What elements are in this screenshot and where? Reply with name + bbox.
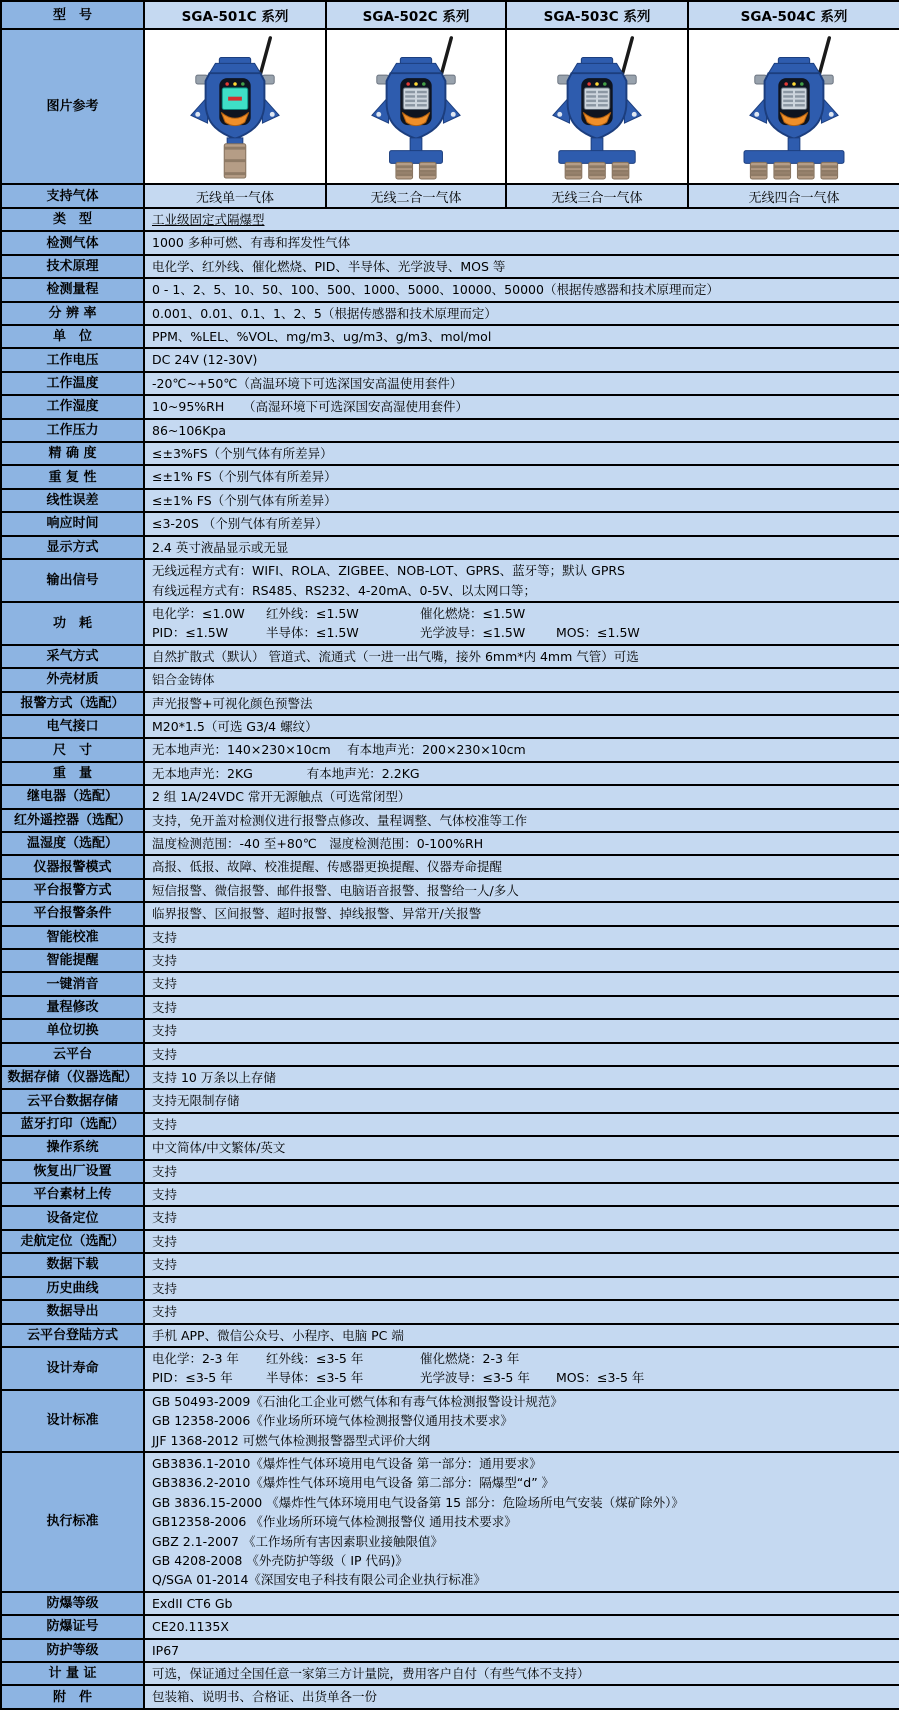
spec-row-value — [144, 996, 899, 1019]
spec-row-label: 工作压力 — [1, 419, 144, 442]
model-name-sga-504c: SGA-504C 系列 — [688, 1, 899, 29]
spec-row — [1, 1136, 899, 1159]
spec-value-line: 无本地声光：140×230×10cm 有本地声光：200×230×10cm — [152, 742, 526, 758]
spec-value-line: GB 3836.15-2000 《爆炸性气体环境用电气设备第 15 部分：危险场所电气安装（煤矿除外）》 — [152, 1494, 684, 1510]
spec-value-line: PPM、%LEL、%VOL、mg/m3、ug/m3、g/m3、mol/mol — [152, 329, 492, 345]
spec-row-value — [144, 512, 899, 535]
product-image-sga-503c — [506, 29, 688, 184]
spec-row — [1, 512, 899, 535]
spec-row — [1, 879, 899, 902]
spec-value-line — [152, 604, 892, 623]
spec-value-line: CE20.1135X — [152, 1619, 229, 1635]
spec-row-value — [144, 1206, 899, 1229]
spec-row-value — [144, 692, 899, 715]
spec-row — [1, 972, 899, 995]
spec-value-line: GB 4208-2008 《外壳防护等级（ IP 代码)》 — [152, 1552, 408, 1568]
spec-value-line: M20*1.5（可选 G3/4 螺纹） — [152, 718, 318, 734]
spec-value-line: 支持 — [152, 1187, 178, 1203]
spec-row — [1, 419, 899, 442]
model-header-label: 型 号 — [1, 1, 144, 29]
spec-row-value — [144, 785, 899, 808]
spec-value-segment: 红外线：≤3-5 年 — [266, 1350, 364, 1366]
spec-row-label: 重 复 性 — [1, 465, 144, 488]
spec-row-label: 电气接口 — [1, 715, 144, 738]
spec-value-line: 支持无限制存储 — [152, 1093, 240, 1109]
spec-value-line: 支持 — [152, 1257, 178, 1273]
spec-value-line[interactable]: 工业级固定式隔爆型 — [152, 212, 265, 227]
image-row-label: 图片参考 — [1, 29, 144, 184]
model-name-sga-502c: SGA-502C 系列 — [326, 1, 506, 29]
spec-row-label: 云平台数据存储 — [1, 1089, 144, 1112]
spec-row — [1, 536, 899, 559]
spec-row-label: 恢复出厂设置 — [1, 1160, 144, 1183]
spec-row-label: 执行标准 — [1, 1452, 144, 1592]
spec-row-label: 采气方式 — [1, 645, 144, 668]
spec-row — [1, 1452, 899, 1592]
spec-row-label: 输出信号 — [1, 559, 144, 602]
spec-value-line: ≤±3%FS（个别气体有所差异） — [152, 446, 333, 462]
spec-value-line: 0.001、0.01、0.1、1、2、5（根据传感器和技术原理而定） — [152, 305, 497, 321]
spec-row-label: 防爆证号 — [1, 1615, 144, 1638]
spec-value-line: 包装箱、说明书、合格证、出货单各一份 — [152, 1689, 378, 1705]
spec-row-value — [144, 1253, 899, 1276]
spec-row — [1, 1300, 899, 1323]
spec-row-value — [144, 465, 899, 488]
product-image-sga-502c — [326, 29, 506, 184]
spec-value-line: ≤±1% FS（个别气体有所差异） — [152, 469, 337, 485]
spec-row-value — [144, 1452, 899, 1592]
product-image-row — [1, 29, 899, 184]
spec-row-label: 类 型 — [1, 208, 144, 231]
spec-value-segment: 半导体：≤1.5W — [266, 625, 359, 641]
spec-value-line: 中文简体/中文繁体/英文 — [152, 1140, 286, 1156]
spec-value-segment: 催化燃烧：2-3 年 — [420, 1350, 520, 1366]
spec-row-value — [144, 395, 899, 418]
spec-row-label: 功 耗 — [1, 602, 144, 645]
spec-row-label: 智能提醒 — [1, 949, 144, 972]
spec-row-label: 分 辨 率 — [1, 302, 144, 325]
spec-value-segment: 光学波导：≤1.5W — [420, 625, 526, 641]
spec-row-label: 计 量 证 — [1, 1662, 144, 1685]
spec-row — [1, 1206, 899, 1229]
spec-value-line: 支持 — [152, 976, 178, 992]
spec-row — [1, 1043, 899, 1066]
spec-row-value — [144, 738, 899, 761]
spec-value-line: 2 组 1A/24VDC 常开无源触点（可选常闭型） — [152, 789, 411, 805]
spec-value-line: JJF 1368-2012 可燃气体检测报警器型式评价大纲 — [152, 1432, 431, 1448]
spec-value-segment: 催化燃烧：≤1.5W — [420, 605, 526, 621]
spec-row — [1, 465, 899, 488]
spec-row-label: 外壳材质 — [1, 668, 144, 691]
spec-row-value — [144, 1662, 899, 1685]
spec-value-line: 支持 — [152, 1116, 178, 1132]
spec-value-line: GBZ 2.1-2007 《工作场所有害因素职业接触限值》 — [152, 1533, 443, 1549]
spec-row — [1, 1685, 899, 1708]
spec-row-value — [144, 668, 899, 691]
spec-value-line: 86~106Kpa — [152, 422, 227, 438]
spec-value-segment: 半导体：≤3-5 年 — [266, 1370, 364, 1386]
spec-row — [1, 348, 899, 371]
gas-detector-illustration — [514, 32, 680, 181]
spec-row — [1, 715, 899, 738]
spec-row — [1, 762, 899, 785]
spec-value-line — [152, 1368, 892, 1387]
spec-row-value — [144, 536, 899, 559]
spec-row-value — [144, 1347, 899, 1390]
spec-row-label: 平台报警条件 — [1, 902, 144, 925]
spec-row-value — [144, 348, 899, 371]
spec-row-label: 单位切换 — [1, 1019, 144, 1042]
spec-value-line: GB 12358-2006《作业场所环境气体检测报警仪通用技术要求》 — [152, 1413, 513, 1429]
spec-row — [1, 559, 899, 602]
spec-row-label: 一键消音 — [1, 972, 144, 995]
spec-value-line: 自然扩散式（默认） 管道式、流通式（一进一出气嘴，接外 6mm*内 4mm 气管）可选 — [152, 648, 639, 664]
spec-row — [1, 1113, 899, 1136]
spec-value-line: 电化学、红外线、催化燃烧、PID、半导体、光学波导、MOS 等 — [152, 258, 506, 274]
spec-row-label: 走航定位（选配） — [1, 1230, 144, 1253]
spec-row-value — [144, 602, 899, 645]
spec-row-label: 报警方式（选配） — [1, 692, 144, 715]
spec-row-value — [144, 1183, 899, 1206]
spec-row-label: 工作湿度 — [1, 395, 144, 418]
spec-value-line: 铝合金铸体 — [152, 672, 215, 688]
spec-row — [1, 325, 899, 348]
spec-value-line: GB3836.1-2010《爆炸性气体环境用电气设备 第一部分：通用要求》 — [152, 1455, 542, 1471]
spec-value-line: GB 50493-2009《石油化工企业可燃气体和有毒气体检测报警设计规范》 — [152, 1393, 563, 1409]
spec-row — [1, 442, 899, 465]
supported-gas-label: 支持气体 — [1, 184, 144, 208]
supported-gas-sga-504c: 无线四合一气体 — [688, 184, 899, 208]
supported-gas-sga-503c: 无线三合一气体 — [506, 184, 688, 208]
spec-row-label: 红外遥控器（选配） — [1, 809, 144, 832]
spec-value-line: 0 - 1、2、5、10、50、100、500、1000、5000、10000、50000（根据传感器和技术原理而定） — [152, 282, 719, 298]
spec-row-label: 防爆等级 — [1, 1592, 144, 1615]
spec-row-label: 历史曲线 — [1, 1277, 144, 1300]
spec-row — [1, 1347, 899, 1390]
spec-row-value — [144, 442, 899, 465]
spec-value-line: 短信报警、微信报警、邮件报警、电脑语音报警、报警给一人/多人 — [152, 882, 519, 898]
spec-value-line: GB12358-2006 《作业场所环境气体检测报警仪 通用技术要求》 — [152, 1514, 517, 1530]
spec-value-line: 支持 — [152, 1304, 178, 1320]
spec-row-value — [144, 1160, 899, 1183]
spec-row-label: 防护等级 — [1, 1639, 144, 1662]
spec-row-value — [144, 949, 899, 972]
spec-row-value — [144, 1113, 899, 1136]
spec-row-label: 精 确 度 — [1, 442, 144, 465]
spec-row-label: 仪器报警模式 — [1, 855, 144, 878]
spec-row — [1, 692, 899, 715]
spec-value-line — [152, 623, 892, 642]
spec-row-label: 单 位 — [1, 325, 144, 348]
spec-row-label: 技术原理 — [1, 255, 144, 278]
spec-row-label: 尺 寸 — [1, 738, 144, 761]
spec-row — [1, 902, 899, 925]
spec-row-value — [144, 1639, 899, 1662]
spec-value-segment: 电化学：≤1.0W — [152, 605, 245, 621]
spec-row — [1, 208, 899, 231]
spec-row-value — [144, 208, 899, 231]
spec-row-value — [144, 762, 899, 785]
spec-row-label: 检测量程 — [1, 278, 144, 301]
spec-row — [1, 278, 899, 301]
spec-value-line: 高报、低报、故障、校准提醒、传感器更换提醒、仪器寿命提醒 — [152, 859, 503, 875]
spec-row-label: 平台报警方式 — [1, 879, 144, 902]
spec-row — [1, 645, 899, 668]
spec-row-value — [144, 902, 899, 925]
spec-row-value — [144, 645, 899, 668]
spec-value-line: 支持 — [152, 999, 178, 1015]
spec-value-line: ExdII CT6 Gb — [152, 1595, 233, 1611]
spec-row — [1, 1160, 899, 1183]
spec-value-line: ≤3-20S （个别气体有所差异） — [152, 516, 328, 532]
spec-row-label: 量程修改 — [1, 996, 144, 1019]
spec-row — [1, 231, 899, 254]
spec-value-line: 支持 — [152, 1210, 178, 1226]
spec-value-segment: MOS：≤3-5 年 — [556, 1370, 645, 1386]
spec-row-value — [144, 972, 899, 995]
spec-row — [1, 1662, 899, 1685]
spec-row — [1, 668, 899, 691]
spec-value-line: 2.4 英寸液晶显示或无显 — [152, 539, 289, 555]
spec-row-label: 设计标准 — [1, 1390, 144, 1452]
model-name-sga-503c: SGA-503C 系列 — [506, 1, 688, 29]
spec-table-body — [1, 1, 899, 1709]
spec-row — [1, 489, 899, 512]
spec-row — [1, 738, 899, 761]
gas-detector-illustration — [711, 32, 877, 181]
spec-row-label: 云平台登陆方式 — [1, 1324, 144, 1347]
spec-value-line: 无线远程方式有：WIFI、ROLA、ZIGBEE、NOB-LOT、GPRS、蓝牙等；默认 GPRS — [152, 563, 625, 579]
spec-value-segment: MOS：≤1.5W — [556, 625, 640, 641]
spec-row-label: 智能校准 — [1, 926, 144, 949]
spec-value-segment: 红外线：≤1.5W — [266, 605, 359, 621]
gas-detector-illustration — [333, 32, 499, 181]
spec-row-value — [144, 1230, 899, 1253]
spec-row-label: 设计寿命 — [1, 1347, 144, 1390]
spec-row-label: 云平台 — [1, 1043, 144, 1066]
spec-row-value — [144, 231, 899, 254]
spec-row-value — [144, 559, 899, 602]
spec-row-value — [144, 1066, 899, 1089]
spec-value-line: 声光报警+可视化颜色预警法 — [152, 695, 313, 711]
spec-value-line: 支持 — [152, 953, 178, 968]
spec-row-label: 平台素材上传 — [1, 1183, 144, 1206]
spec-row-value — [144, 489, 899, 512]
spec-value-line: 支持 — [152, 1163, 178, 1179]
spec-value-line: 支持 — [152, 929, 178, 945]
spec-row — [1, 1639, 899, 1662]
spec-row-label: 操作系统 — [1, 1136, 144, 1159]
spec-value-line: 有线远程方式有：RS485、RS232、4-20mA、0-5V、以太网口等； — [152, 582, 537, 598]
spec-row — [1, 1089, 899, 1112]
spec-value-line: DC 24V (12-30V) — [152, 352, 258, 368]
spec-row — [1, 855, 899, 878]
spec-value-line: IP67 — [152, 1642, 180, 1658]
spec-value-line: 10~95%RH （高湿环境下可选深国安高湿使用套件） — [152, 399, 468, 415]
supported-gas-sga-502c: 无线二合一气体 — [326, 184, 506, 208]
spec-row — [1, 949, 899, 972]
spec-row-value — [144, 1277, 899, 1300]
spec-row — [1, 1592, 899, 1615]
spec-row — [1, 1183, 899, 1206]
model-header-row — [1, 1, 899, 29]
spec-row-value — [144, 302, 899, 325]
spec-row-value — [144, 1019, 899, 1042]
spec-value-line: 可选，保证通过全国任意一家第三方计量院，费用客户自付（有些气体不支持） — [152, 1666, 590, 1681]
spec-row — [1, 832, 899, 855]
spec-row-value — [144, 372, 899, 395]
spec-value-segment: 电化学：2-3 年 — [152, 1350, 239, 1366]
spec-row — [1, 1390, 899, 1452]
spec-value-line: 手机 APP、微信公众号、小程序、电脑 PC 端 — [152, 1327, 404, 1343]
spec-row — [1, 1230, 899, 1253]
spec-row-label: 工作温度 — [1, 372, 144, 395]
spec-row-value — [144, 1592, 899, 1615]
spec-row — [1, 809, 899, 832]
spec-value-line: 支持 — [152, 1280, 178, 1296]
spec-row-value — [144, 1685, 899, 1708]
spec-row — [1, 1019, 899, 1042]
spec-row-value — [144, 1390, 899, 1452]
spec-row-value — [144, 855, 899, 878]
spec-row — [1, 1253, 899, 1276]
spec-row-value — [144, 809, 899, 832]
spec-row-label: 数据下载 — [1, 1253, 144, 1276]
spec-row-value — [144, 1300, 899, 1323]
spec-row-label: 数据导出 — [1, 1300, 144, 1323]
spec-row — [1, 302, 899, 325]
spec-value-line: 支持 — [152, 1023, 178, 1039]
spec-row-label: 显示方式 — [1, 536, 144, 559]
spec-row-value — [144, 1043, 899, 1066]
spec-value-line — [152, 1349, 892, 1368]
spec-value-line: 支持 10 万条以上存储 — [152, 1070, 276, 1086]
spec-row-label: 设备定位 — [1, 1206, 144, 1229]
spec-row-label: 附 件 — [1, 1685, 144, 1708]
spec-value-segment: 光学波导：≤3-5 年 — [420, 1370, 530, 1386]
spec-row-value — [144, 1324, 899, 1347]
spec-row-label: 重 量 — [1, 762, 144, 785]
spec-row — [1, 395, 899, 418]
spec-row-label: 工作电压 — [1, 348, 144, 371]
spec-row-label: 温湿度（选配） — [1, 832, 144, 855]
spec-value-line: 支持 — [152, 1046, 178, 1062]
spec-value-segment: PID：≤3-5 年 — [152, 1370, 233, 1386]
spec-row-value — [144, 325, 899, 348]
spec-row-label: 继电器（选配） — [1, 785, 144, 808]
spec-row — [1, 1324, 899, 1347]
spec-row-label: 线性误差 — [1, 489, 144, 512]
spec-row-value — [144, 1615, 899, 1638]
spec-row-value — [144, 1136, 899, 1159]
supported-gas-row — [1, 184, 899, 208]
spec-row — [1, 372, 899, 395]
supported-gas-sga-501c: 无线单一气体 — [144, 184, 326, 208]
spec-value-line: Q/SGA 01-2014《深国安电子科技有限公司企业执行标准》 — [152, 1572, 486, 1588]
gas-detector-illustration — [152, 32, 318, 181]
model-name-sga-501c: SGA-501C 系列 — [144, 1, 326, 29]
spec-value-line: ≤±1% FS（个别气体有所差异） — [152, 492, 337, 508]
spec-row — [1, 1066, 899, 1089]
spec-value-segment: PID：≤1.5W — [152, 625, 229, 641]
spec-row-value — [144, 419, 899, 442]
spec-row — [1, 996, 899, 1019]
spec-row-value — [144, 715, 899, 738]
spec-row-label: 检测气体 — [1, 231, 144, 254]
product-image-sga-504c — [688, 29, 899, 184]
spec-row — [1, 926, 899, 949]
spec-row-value — [144, 879, 899, 902]
spec-row — [1, 785, 899, 808]
spec-value-line: 1000 多种可燃、有毒和挥发性气体 — [152, 235, 351, 251]
spec-row — [1, 1615, 899, 1638]
spec-value-line: 温度检测范围：-40 至+80℃ 湿度检测范围：0-100%RH — [152, 835, 484, 851]
spec-value-line: 无本地声光：2KG 有本地声光：2.2KG — [152, 765, 420, 781]
spec-row-label: 数据存储（仪器选配） — [1, 1066, 144, 1089]
spec-value-line: GB3836.2-2010《爆炸性气体环境用电气设备 第二部分：隔爆型“d” 》 — [152, 1475, 555, 1491]
product-image-sga-501c — [144, 29, 326, 184]
spec-row-label: 蓝牙打印（选配） — [1, 1113, 144, 1136]
spec-row-value — [144, 1089, 899, 1112]
spec-value-line: 临界报警、区间报警、超时报警、掉线报警、异常开/关报警 — [152, 906, 482, 922]
spec-row — [1, 1277, 899, 1300]
spec-value-line: -20℃~+50℃（高温环境下可选深国安高温使用套件） — [152, 375, 463, 391]
spec-row-value — [144, 926, 899, 949]
spec-row — [1, 602, 899, 645]
spec-value-line: 支持 — [152, 1233, 178, 1249]
spec-row-value — [144, 832, 899, 855]
spec-row-label: 响应时间 — [1, 512, 144, 535]
spec-row-value — [144, 278, 899, 301]
spec-row — [1, 255, 899, 278]
spec-row-value — [144, 255, 899, 278]
spec-value-line: 支持，免开盖对检测仪进行报警点修改、量程调整、气体校准等工作 — [152, 812, 528, 828]
